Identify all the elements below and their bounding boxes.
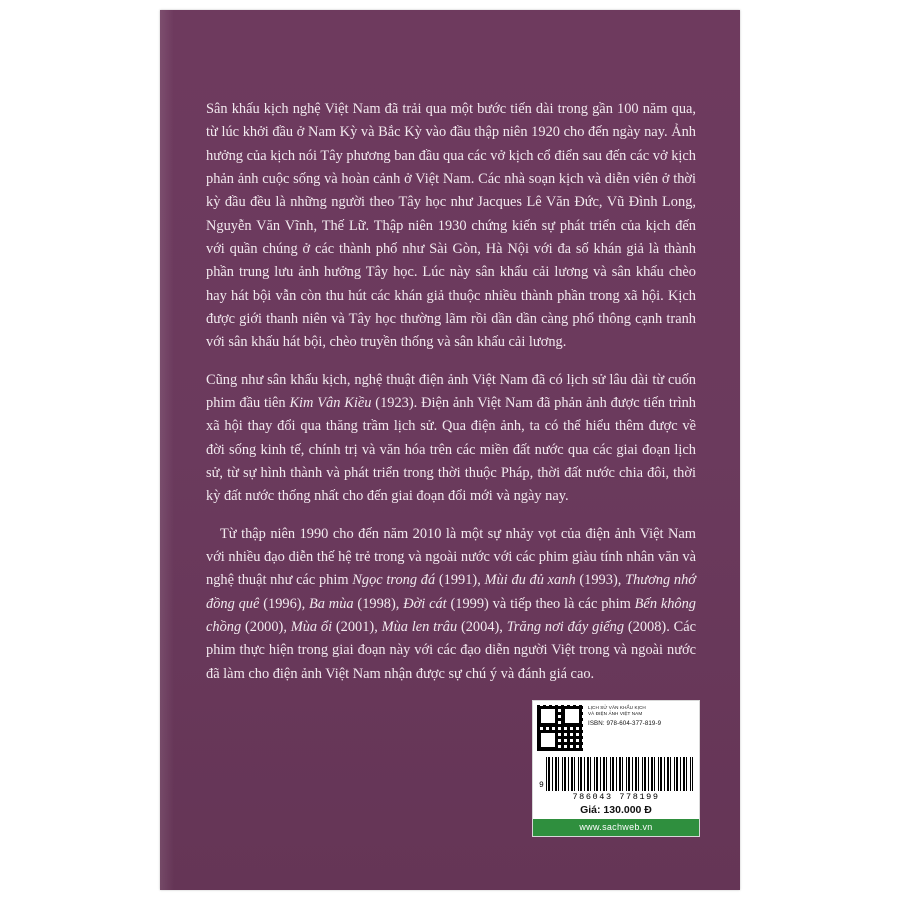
film-title-6: Bến không chồng [206,595,696,635]
film-title-kim-van-kieu: Kim Vân Kiều [289,394,372,411]
film-year-1: (1991), [435,572,485,589]
blurb-p2-part-2: (1923). Điện ảnh Việt Nam đã phản ảnh được tiến trình xã hội thay đổi qua thăng trầm lịch sử. Qua điện ảnh, ta có thể hiểu thêm được về đời sống kinh tế, chính trị và văn hóa trên các miền đất nước qua các giai đoạn lịch sử, từ sự hình thành và phát triển trong thời thuộc Pháp, thời đất nước chia đôi, thời kỳ đất nước thống nhất cho đến giai đoạn đổi mới và ngày nay. [206,394,697,505]
book-title-line-2: VÀ ĐIỆN ẢNH VIỆT NAM [588,710,643,716]
film-title-3: Thương nhớ đồng quê [206,572,696,612]
blurb-paragraph-2 [206,369,696,509]
blurb-p3-tail: Các phim thực hiện trong giai đoạn này với các đạo diễn người Việt trong và ngoài nước đã làm cho điện ảnh Việt Nam nhận được sự chú ý và đánh giá cao. [206,618,696,682]
film-title-8: Mùa len trâu [381,618,458,635]
film-year-4: (1998), [353,595,404,612]
barcode-meta [583,705,695,751]
book-title-line-1: LỊCH SỬ VĂN KHẨU KỊCH [588,705,646,710]
ean-leading-digit: 9 [539,781,544,790]
film-year-8: (2004), [457,618,507,635]
ean-barcode [533,751,699,791]
isbn-text: ISBN: 978-604-377-819-9 [588,720,662,728]
book-back-cover [160,10,740,890]
blurb-paragraph-3 [206,523,696,686]
film-year-9: (2008). [624,618,674,635]
spine-shading [160,10,174,890]
film-title-2: Mùi đu đủ xanh [484,572,576,589]
website-label[interactable]: www.sachweb.vn [533,819,699,836]
film-year-5: (1999) và tiếp theo là các phim [446,595,635,612]
film-title-4: Ba mùa [309,595,354,612]
barcode-block [532,700,700,837]
film-title-7: Mùa ổi [290,618,333,635]
blurb-p3-part-1: Từ thập niên 1990 cho đến năm 2010 là một sự nhảy vọt của điện ảnh Việt Nam với nhiều đạo diễn thế hệ trẻ trong và ngoài nước với các phim giàu tính nhân văn và nghệ thuật như các phim [206,525,696,589]
barcode-top-row [533,701,699,751]
film-title-5: Đời cát [403,595,447,612]
qr-finder-icon [538,730,558,750]
blurb-p2-part-1: Cũng như sân khấu kịch, nghệ thuật điện ảnh Việt Nam đã có lịch sử lâu dài từ cuốn phim đầu tiên [206,371,696,411]
back-cover-blurb [206,98,696,700]
qr-code-icon[interactable] [537,705,583,751]
ean-digits: 786043 778199 [572,792,660,802]
film-year-2: (1993), [575,572,626,589]
film-year-6: (2000), [241,618,291,635]
price-label: Giá: 130.000 Đ [580,804,652,816]
film-title-1: Ngọc trong đá [352,572,436,589]
film-year-7: (2001), [332,618,382,635]
film-title-9: Trăng nơi đáy giếng [506,618,625,635]
barcode-bars [546,757,693,791]
blurb-paragraph-1: Sân khấu kịch nghệ Việt Nam đã trải qua một bước tiến dài trong gần 100 năm qua, từ lúc khởi đầu ở Nam Kỳ và Bắc Kỳ vào đầu thập niên 1920 cho đến ngày nay. Ảnh hưởng của kịch nói Tây phương ban đầu qua các vở kịch cổ điển sau đến các vở kịch phản ảnh cuộc sống và hoàn cảnh ở Việt Nam. Các nhà soạn kịch và diễn viên ở thời kỳ đầu đều là những người theo Tây học như Jacques Lê Văn Đức, Vũ Đình Long, Nguyễn Văn Vĩnh, Thế Lữ. Thập niên 1930 chứng kiến sự phát triển của kịch đến với quần chúng ở các thành phố như Sài Gòn, Hà Nội với đa số khán giả là thành phần trung lưu ảnh hưởng Tây học. Lúc này sân khấu cải lương và sân khấu chèo hay hát bội vẫn còn thu hút các khán giả thuộc nhiều thành phần trong xã hội. Kịch được giới thanh niên và Tây học thường lãm rồi dần dần càng phổ thông cạnh tranh với sân khấu hát bội, chèo truyền thống và sân khấu cải lương. [206,101,696,351]
film-year-3: (1996), [259,595,309,612]
